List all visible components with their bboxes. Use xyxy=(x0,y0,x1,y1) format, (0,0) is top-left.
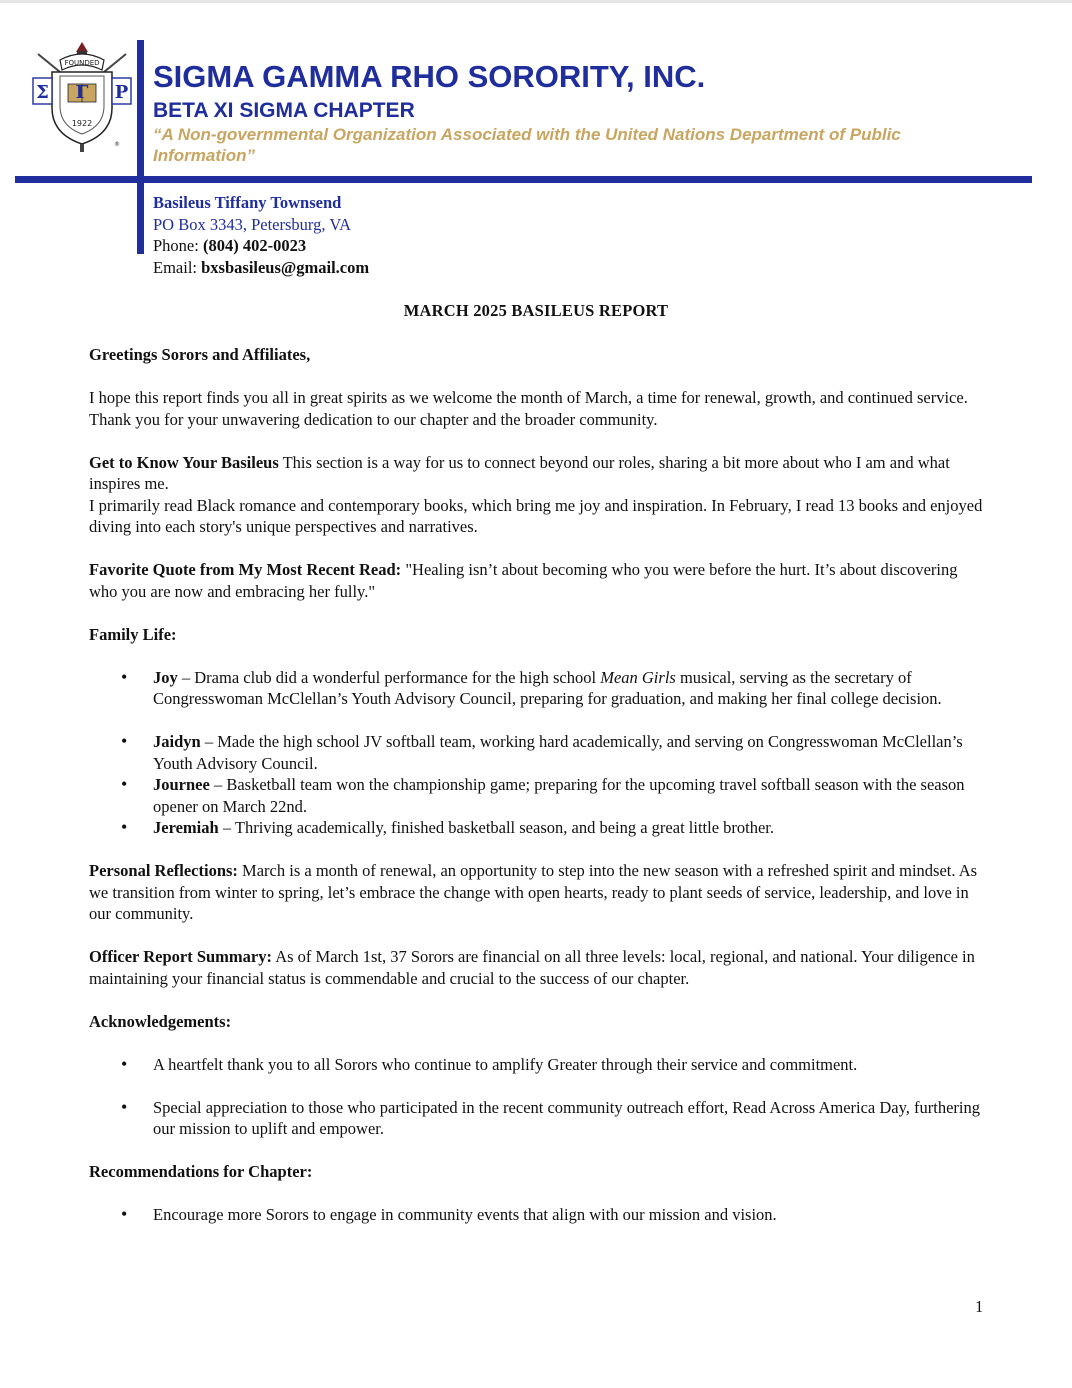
reading-paragraph: I primarily read Black romance and contemporary books, which bring me joy and inspiration. In February, I read 13 books and enjoyed diving into each story's unique perspectives and narratives. xyxy=(89,495,983,536)
greeting: Greetings Sorors and Affiliates, xyxy=(89,345,311,364)
family-member-text: – Thriving academically, finished basketball season, and being a great little brother. xyxy=(218,818,775,837)
family-member-text: – Basketball team won the championship game; preparing for the upcoming travel softball season with the season opener on March 22nd. xyxy=(153,775,965,816)
contact-block xyxy=(153,192,369,278)
favorite-quote-heading: Favorite Quote from My Most Recent Read: xyxy=(89,560,402,579)
chapter-name: BETA XI SIGMA CHAPTER xyxy=(153,99,415,122)
personal-reflections-paragraph xyxy=(89,860,989,925)
page-number: 1 xyxy=(975,1297,984,1316)
family-member-name: Jeremiah xyxy=(153,818,219,837)
page-top-edge xyxy=(0,0,1072,3)
acknowledgements-list xyxy=(89,1054,989,1140)
report-title: MARCH 2025 BASILEUS REPORT xyxy=(403,301,669,320)
personal-reflections-heading: Personal Reflections: xyxy=(89,861,238,880)
phone-label: Phone: xyxy=(153,236,203,255)
favorite-quote-text: "Healing isn’t about becoming who you were before the hurt. It’s about discovering who you are now and embracing her fully." xyxy=(89,560,958,601)
organization-tagline: “A Non-governmental Organization Associated with the United Nations Department of Public Information” xyxy=(153,125,901,165)
recommendations-heading: Recommendations for Chapter: xyxy=(89,1162,313,1181)
family-life-heading: Family Life: xyxy=(89,624,177,644)
acknowledgements-heading: Acknowledgements: xyxy=(89,1011,232,1031)
phone-number: (804) 402-0023 xyxy=(202,236,307,255)
list-item: • A heartfelt thank you to all Sorors who continue to amplify Greater through their service and commitment. xyxy=(89,1054,989,1076)
list-item xyxy=(89,667,989,710)
letterhead-vertical-rule xyxy=(137,40,144,254)
list-item: • Encourage more Sorors to engage in community events that align with our mission and vision. xyxy=(89,1204,989,1226)
family-member-text: – Made the high school JV softball team, working hard academically, and serving on Congresswoman McClellan’s Youth Advisory Council. xyxy=(153,732,963,773)
family-member-name: Jaidyn xyxy=(153,732,201,751)
get-to-know-text: This section is a way for us to connect beyond our roles, sharing a bit more about who I am and what inspires me. xyxy=(89,452,950,493)
crest-year-text: 1922 xyxy=(71,119,93,128)
personal-reflections-text: March is a month of renewal, an opportunity to step into the new season with a refreshed spirit and mindset. As we transition from winter to spring, let’s embrace the change with open hearts, ready to plant seeds of service, leadership, and love in our community. xyxy=(89,861,978,923)
intro-paragraph: I hope this report finds you all in great spirits as we welcome the month of March, a time for renewal, growth, and continued service. Thank you for your unwavering dedication to our chapter and the broader community. xyxy=(89,388,968,429)
report-body xyxy=(89,344,989,1247)
crest-letter-gamma: Γ xyxy=(75,82,89,103)
letterhead-horizontal-rule xyxy=(15,176,1032,183)
list-item: • Special appreciation to those who participated in the recent community outreach effort, Read Across America Day, furthering our mission to uplift and empower. xyxy=(89,1097,989,1140)
crest-letter-rho: Ρ xyxy=(114,82,129,103)
officer-report-heading: Officer Report Summary: xyxy=(89,947,272,966)
sorority-crest-icon xyxy=(30,38,134,154)
family-member-name: Journee xyxy=(153,775,210,794)
email-label: Email: xyxy=(153,257,202,277)
contact-phone-line xyxy=(153,235,369,257)
officer-report-paragraph xyxy=(89,946,989,989)
family-member-text: musical, serving as the secretary of Congresswoman McClellan’s Youth Advisory Council, preparing for graduation, and making her final college decision. xyxy=(153,667,942,708)
list-item xyxy=(89,731,989,774)
get-to-know-paragraph xyxy=(89,452,989,495)
get-to-know-heading: Get to Know Your Basileus xyxy=(89,452,279,472)
crest-banner-text: FOUNDED xyxy=(64,59,100,67)
family-member-name: Joy xyxy=(153,667,178,687)
organization-name: SIGMA GAMMA RHO SORORITY, INC. xyxy=(153,59,706,94)
recommendations-list xyxy=(89,1204,989,1226)
family-life-list xyxy=(89,667,989,839)
family-member-text: – Drama club did a wonderful performance for the high school xyxy=(177,667,601,687)
list-item xyxy=(89,774,989,817)
officer-report-text: As of March 1st, 37 Sorors are financial on all three levels: local, regional, and national. Your diligence in maintaining your financial status is commendable and crucial to the success of our chapter. xyxy=(89,947,975,988)
email-address: bxsbasileus@gmail.com xyxy=(201,257,370,277)
musical-title: Mean Girls xyxy=(600,667,676,687)
crest-registered-mark: ® xyxy=(114,141,120,148)
list-item xyxy=(89,817,989,839)
crest-letter-sigma: Σ xyxy=(36,82,49,103)
contact-address: PO Box 3343, Petersburg, VA xyxy=(153,214,352,234)
contact-email-line xyxy=(153,257,369,279)
favorite-quote-paragraph xyxy=(89,559,989,602)
contact-name: Basileus Tiffany Townsend xyxy=(153,193,342,212)
